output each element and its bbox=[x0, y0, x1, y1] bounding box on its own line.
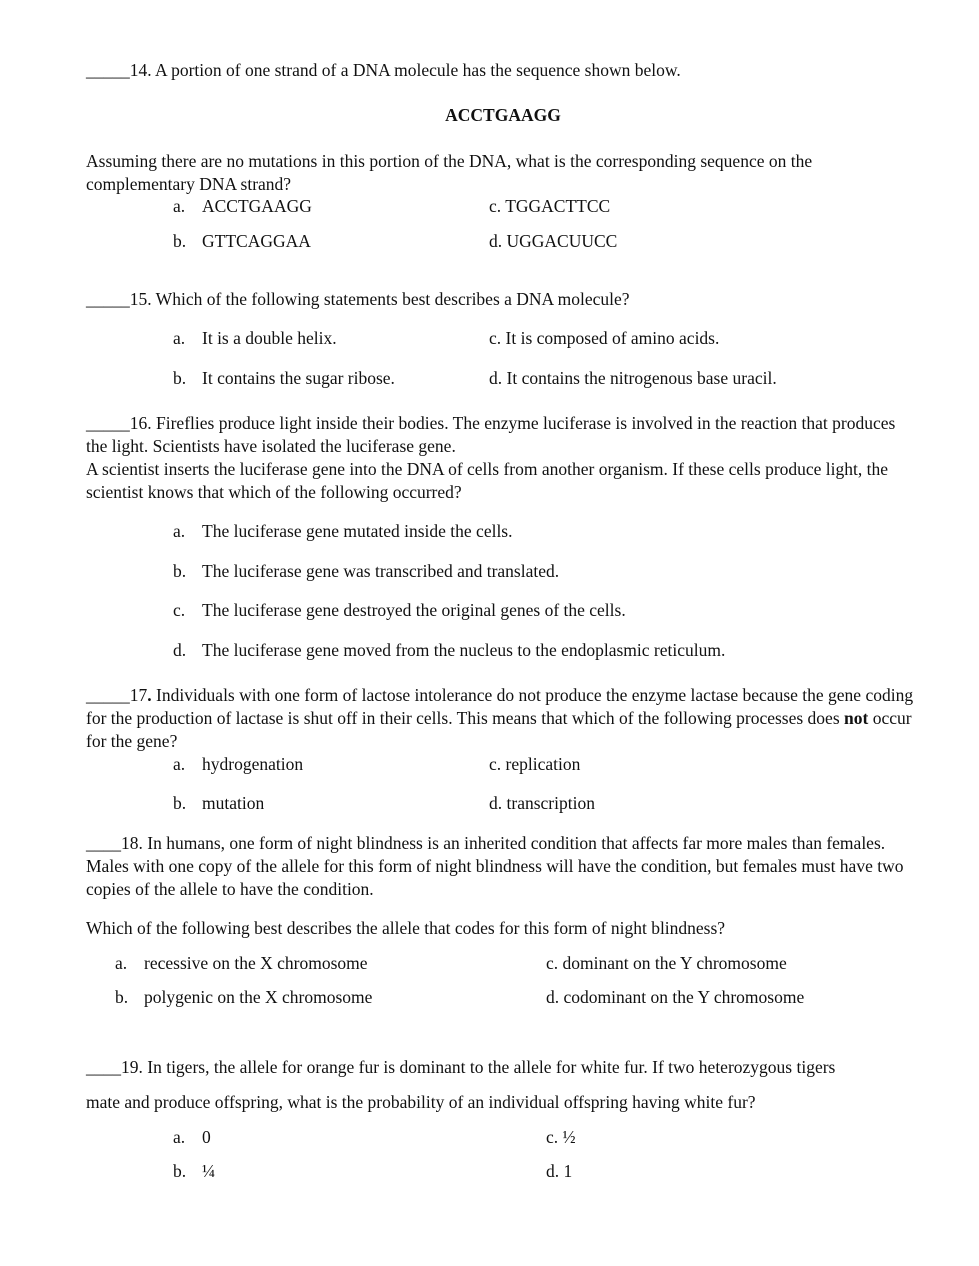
q14-prompt: Assuming there are no mutations in this portion of the DNA, what is the corresponding sequence on the complementary DNA strand? bbox=[86, 151, 813, 194]
q18-option-b: b. polygenic on the X chromosome bbox=[115, 987, 373, 1007]
q19-stem-line2: mate and produce offspring, what is the probability of an individual offspring having white fur? bbox=[86, 1092, 756, 1112]
q15-option-b: b. It contains the sugar ribose. bbox=[173, 368, 395, 388]
q16-stem: _____16. Fireflies produce light inside their bodies. The enzyme luciferase is involved in the reaction that produces the light. Scientists have isolated the luciferase gene. bbox=[86, 413, 896, 456]
q14-sequence: ACCTGAAGG bbox=[445, 105, 561, 125]
q18-prompt: Which of the following best describes the allele that codes for this form of night blindness? bbox=[86, 918, 726, 938]
q16-option-a: a. The luciferase gene mutated inside the cells. bbox=[173, 521, 513, 541]
q19-option-a: a. 0 bbox=[173, 1127, 211, 1147]
q18-option-a: a. recessive on the X chromosome bbox=[115, 953, 368, 973]
q17-option-c: c. replication bbox=[489, 754, 581, 774]
q19-option-b: b. ¼ bbox=[173, 1161, 216, 1181]
q17-option-a: a. hydrogenation bbox=[173, 754, 304, 774]
q15-stem: _____15. Which of the following statements best describes a DNA molecule? bbox=[86, 289, 630, 309]
q15-option-a: a. It is a double helix. bbox=[173, 328, 337, 348]
q16-option-d: d. The luciferase gene moved from the nucleus to the endoplasmic reticulum. bbox=[173, 640, 726, 660]
q19-option-c: c. ½ bbox=[546, 1127, 576, 1147]
q19-option-d: d. 1 bbox=[546, 1161, 573, 1181]
q17-option-d: d. transcription bbox=[489, 793, 595, 813]
q17-emphasis: not bbox=[844, 708, 869, 728]
q14-option-c: c. TGGACTTCC bbox=[489, 196, 611, 216]
q14-option-d: d. UGGACUUCC bbox=[489, 231, 618, 251]
q14-option-a: a. ACCTGAAGG bbox=[173, 196, 312, 216]
q14-option-b: b. GTTCAGGAA bbox=[173, 231, 311, 251]
q16-option-b: b. The luciferase gene was transcribed and translated. bbox=[173, 561, 560, 581]
q17-stem: _____17. Individuals with one form of lactose intolerance do not produce the enzyme lactase because the gene coding for the production of lactase is shut off in their cells. This means that which of the following processes does not occur for the gene? bbox=[86, 685, 914, 751]
q18-stem: ____18. In humans, one form of night blindness is an inherited condition that affects far more males than females. Males with one copy of the allele for this form of night blindness will have the condition, but females must have two copies of the allele to have the condition. bbox=[86, 833, 904, 899]
q17-option-b: b. mutation bbox=[173, 793, 265, 813]
q16-prompt: A scientist inserts the luciferase gene into the DNA of cells from another organism. If these cells produce light, the scientist knows that which of the following occurred? bbox=[86, 459, 889, 502]
q18-option-c: c. dominant on the Y chromosome bbox=[546, 953, 787, 973]
q18-option-d: d. codominant on the Y chromosome bbox=[546, 987, 805, 1007]
q14-stem: _____14. A portion of one strand of a DNA molecule has the sequence shown below. bbox=[86, 60, 681, 80]
q19-stem-line1: ____19. In tigers, the allele for orange fur is dominant to the allele for white fur. If two heterozygous tigers bbox=[86, 1057, 836, 1077]
q16-option-c: c. The luciferase gene destroyed the original genes of the cells. bbox=[173, 600, 626, 620]
q15-option-c: c. It is composed of amino acids. bbox=[489, 328, 720, 348]
q15-option-d: d. It contains the nitrogenous base uracil. bbox=[489, 368, 777, 388]
